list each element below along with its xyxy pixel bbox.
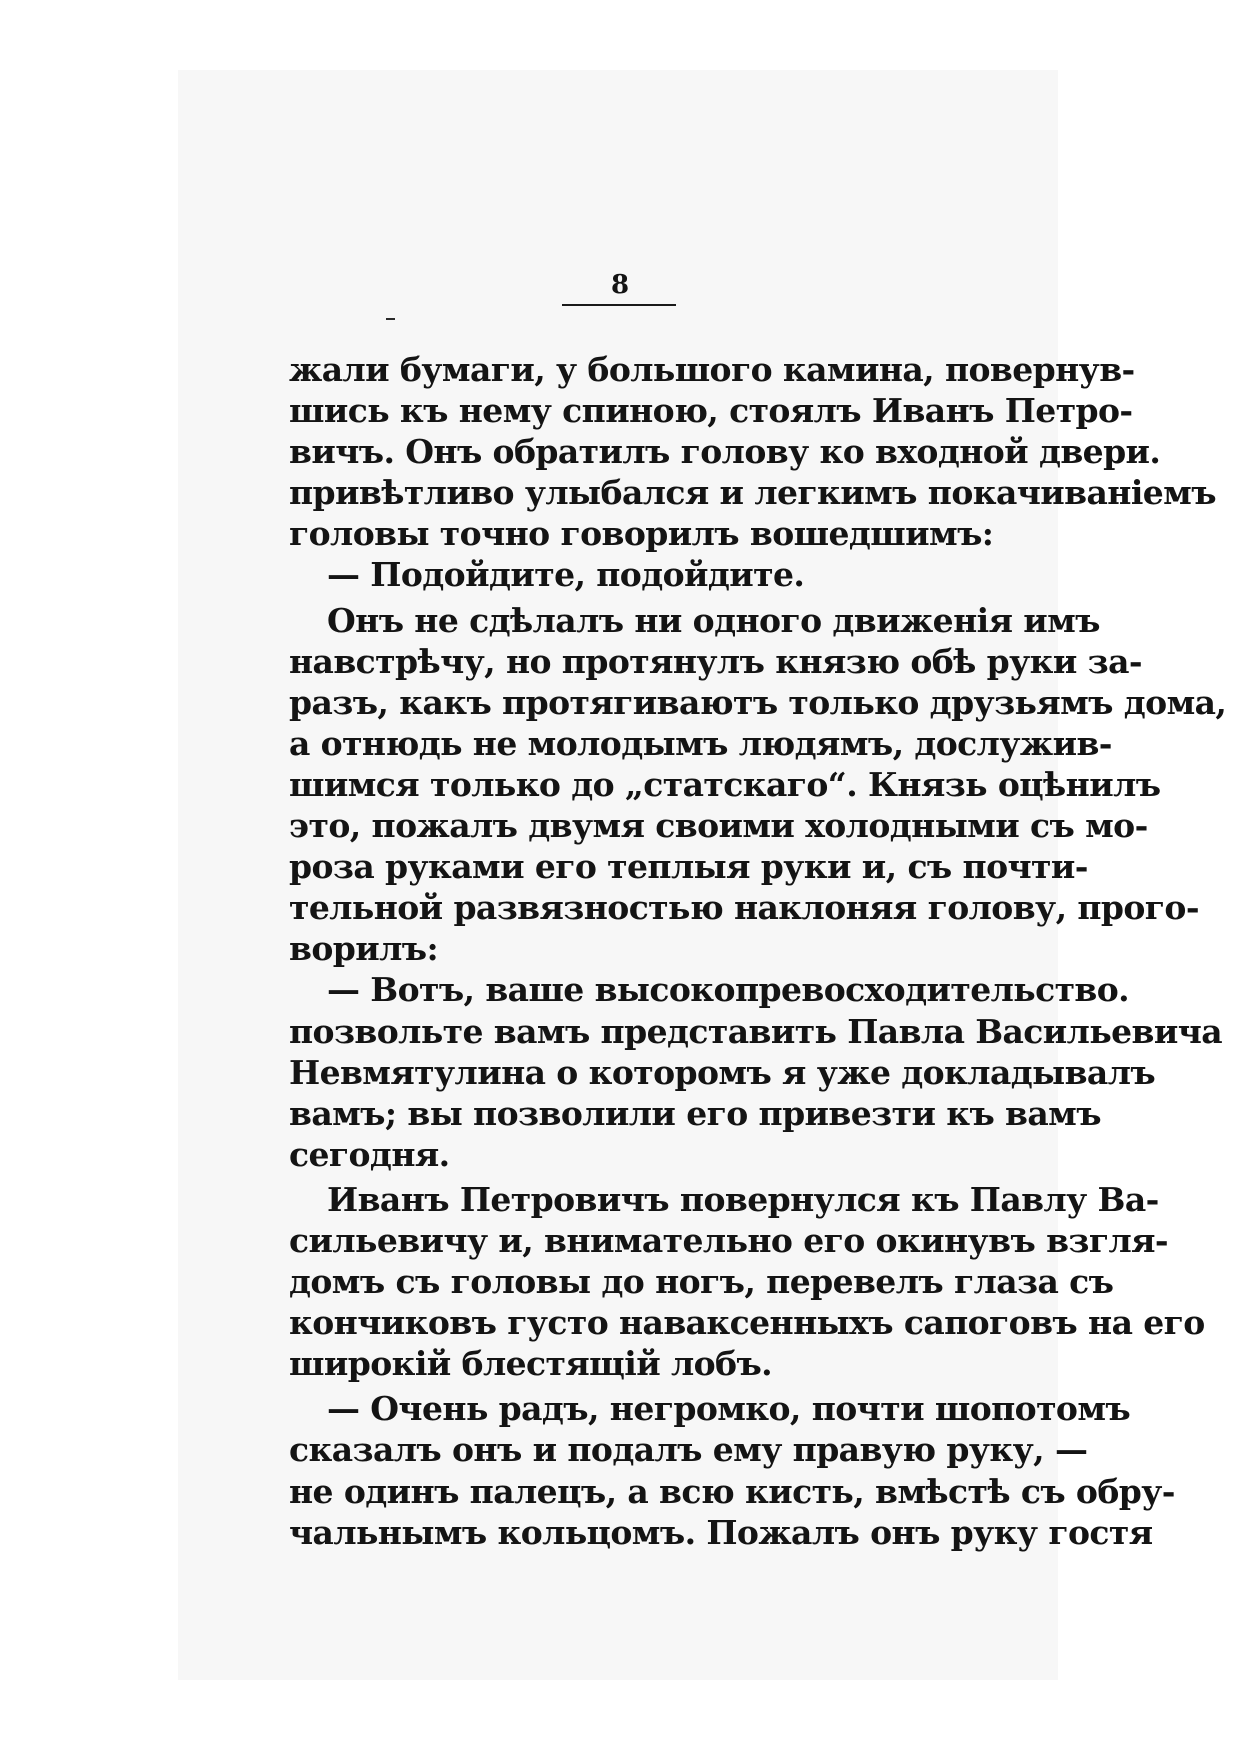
text-line: жали бумаги, у большого камина, повернув- <box>289 350 1135 389</box>
text-line: роза руками его теплыя руки и, съ почти- <box>289 847 1088 887</box>
text-line: вамъ; вы позволили его привезти къ вамъ <box>289 1093 1101 1133</box>
text-line: а отнюдь не молодымъ людямъ, дослужив- <box>289 723 1112 763</box>
text-line: шись къ нему спиною, стоялъ Иванъ Петро- <box>289 391 1133 431</box>
text-line: не одинъ палецъ, а всю кисть, вмѣстѣ съ обру- <box>289 1471 1175 1511</box>
body-text <box>289 349 1227 1553</box>
text-line: — Подойдите, подойдите. <box>327 555 805 595</box>
text-line: — Вотъ, ваше высокопревосходительство. <box>327 970 1130 1010</box>
text-line: Иванъ Петровичъ повернулся къ Павлу Ва- <box>327 1179 1159 1219</box>
text-line: кончиковъ густо наваксенныхъ сапоговъ на его <box>289 1303 1205 1343</box>
text-line: это, пожалъ двумя своими холодными съ мо- <box>289 806 1148 846</box>
text-line: позвольте вамъ представить Павла Васильевича <box>289 1011 1223 1051</box>
text-line: домъ съ головы до ногъ, перевелъ глаза съ <box>289 1262 1114 1302</box>
text-line: привѣтливо улыбался и легкимъ покачиваніемъ <box>289 473 1216 513</box>
text-line: ворилъ: <box>289 929 439 969</box>
page-number-rule <box>562 304 676 306</box>
print-mark <box>386 318 395 320</box>
text-line: Невмятулина о которомъ я уже докладывалъ <box>289 1052 1156 1092</box>
text-line: разъ, какъ протягиваютъ только друзьямъ дома, <box>289 682 1227 722</box>
text-line: тельной развязностью наклоняя голову, прого- <box>289 888 1199 928</box>
page-number: 8 <box>610 270 630 300</box>
text-line: — Очень радъ, негромко, почти шопотомъ <box>327 1389 1131 1429</box>
text-line: широкій блестящій лобъ. <box>289 1344 773 1384</box>
text-line: сильевичу и, внимательно его окинувъ взгля- <box>289 1220 1169 1260</box>
text-line: сегодня. <box>289 1134 450 1174</box>
text-line: Онъ не сдѣлалъ ни одного движенія имъ <box>327 600 1100 640</box>
text-line: навстрѣчу, но протянулъ князю обѣ руки за- <box>289 641 1143 681</box>
text-line: шимся только до „статскаго“. Князь оцѣнилъ <box>289 764 1161 804</box>
text-line: вичъ. Онъ обратилъ голову ко входной двери. <box>289 432 1161 472</box>
text-line: чальнымъ кольцомъ. Пожалъ онъ руку гостя <box>289 1512 1153 1552</box>
text-line: сказалъ онъ и подалъ ему правую руку, — <box>289 1430 1088 1470</box>
text-line: головы точно говорилъ вошедшимъ: <box>289 514 994 554</box>
